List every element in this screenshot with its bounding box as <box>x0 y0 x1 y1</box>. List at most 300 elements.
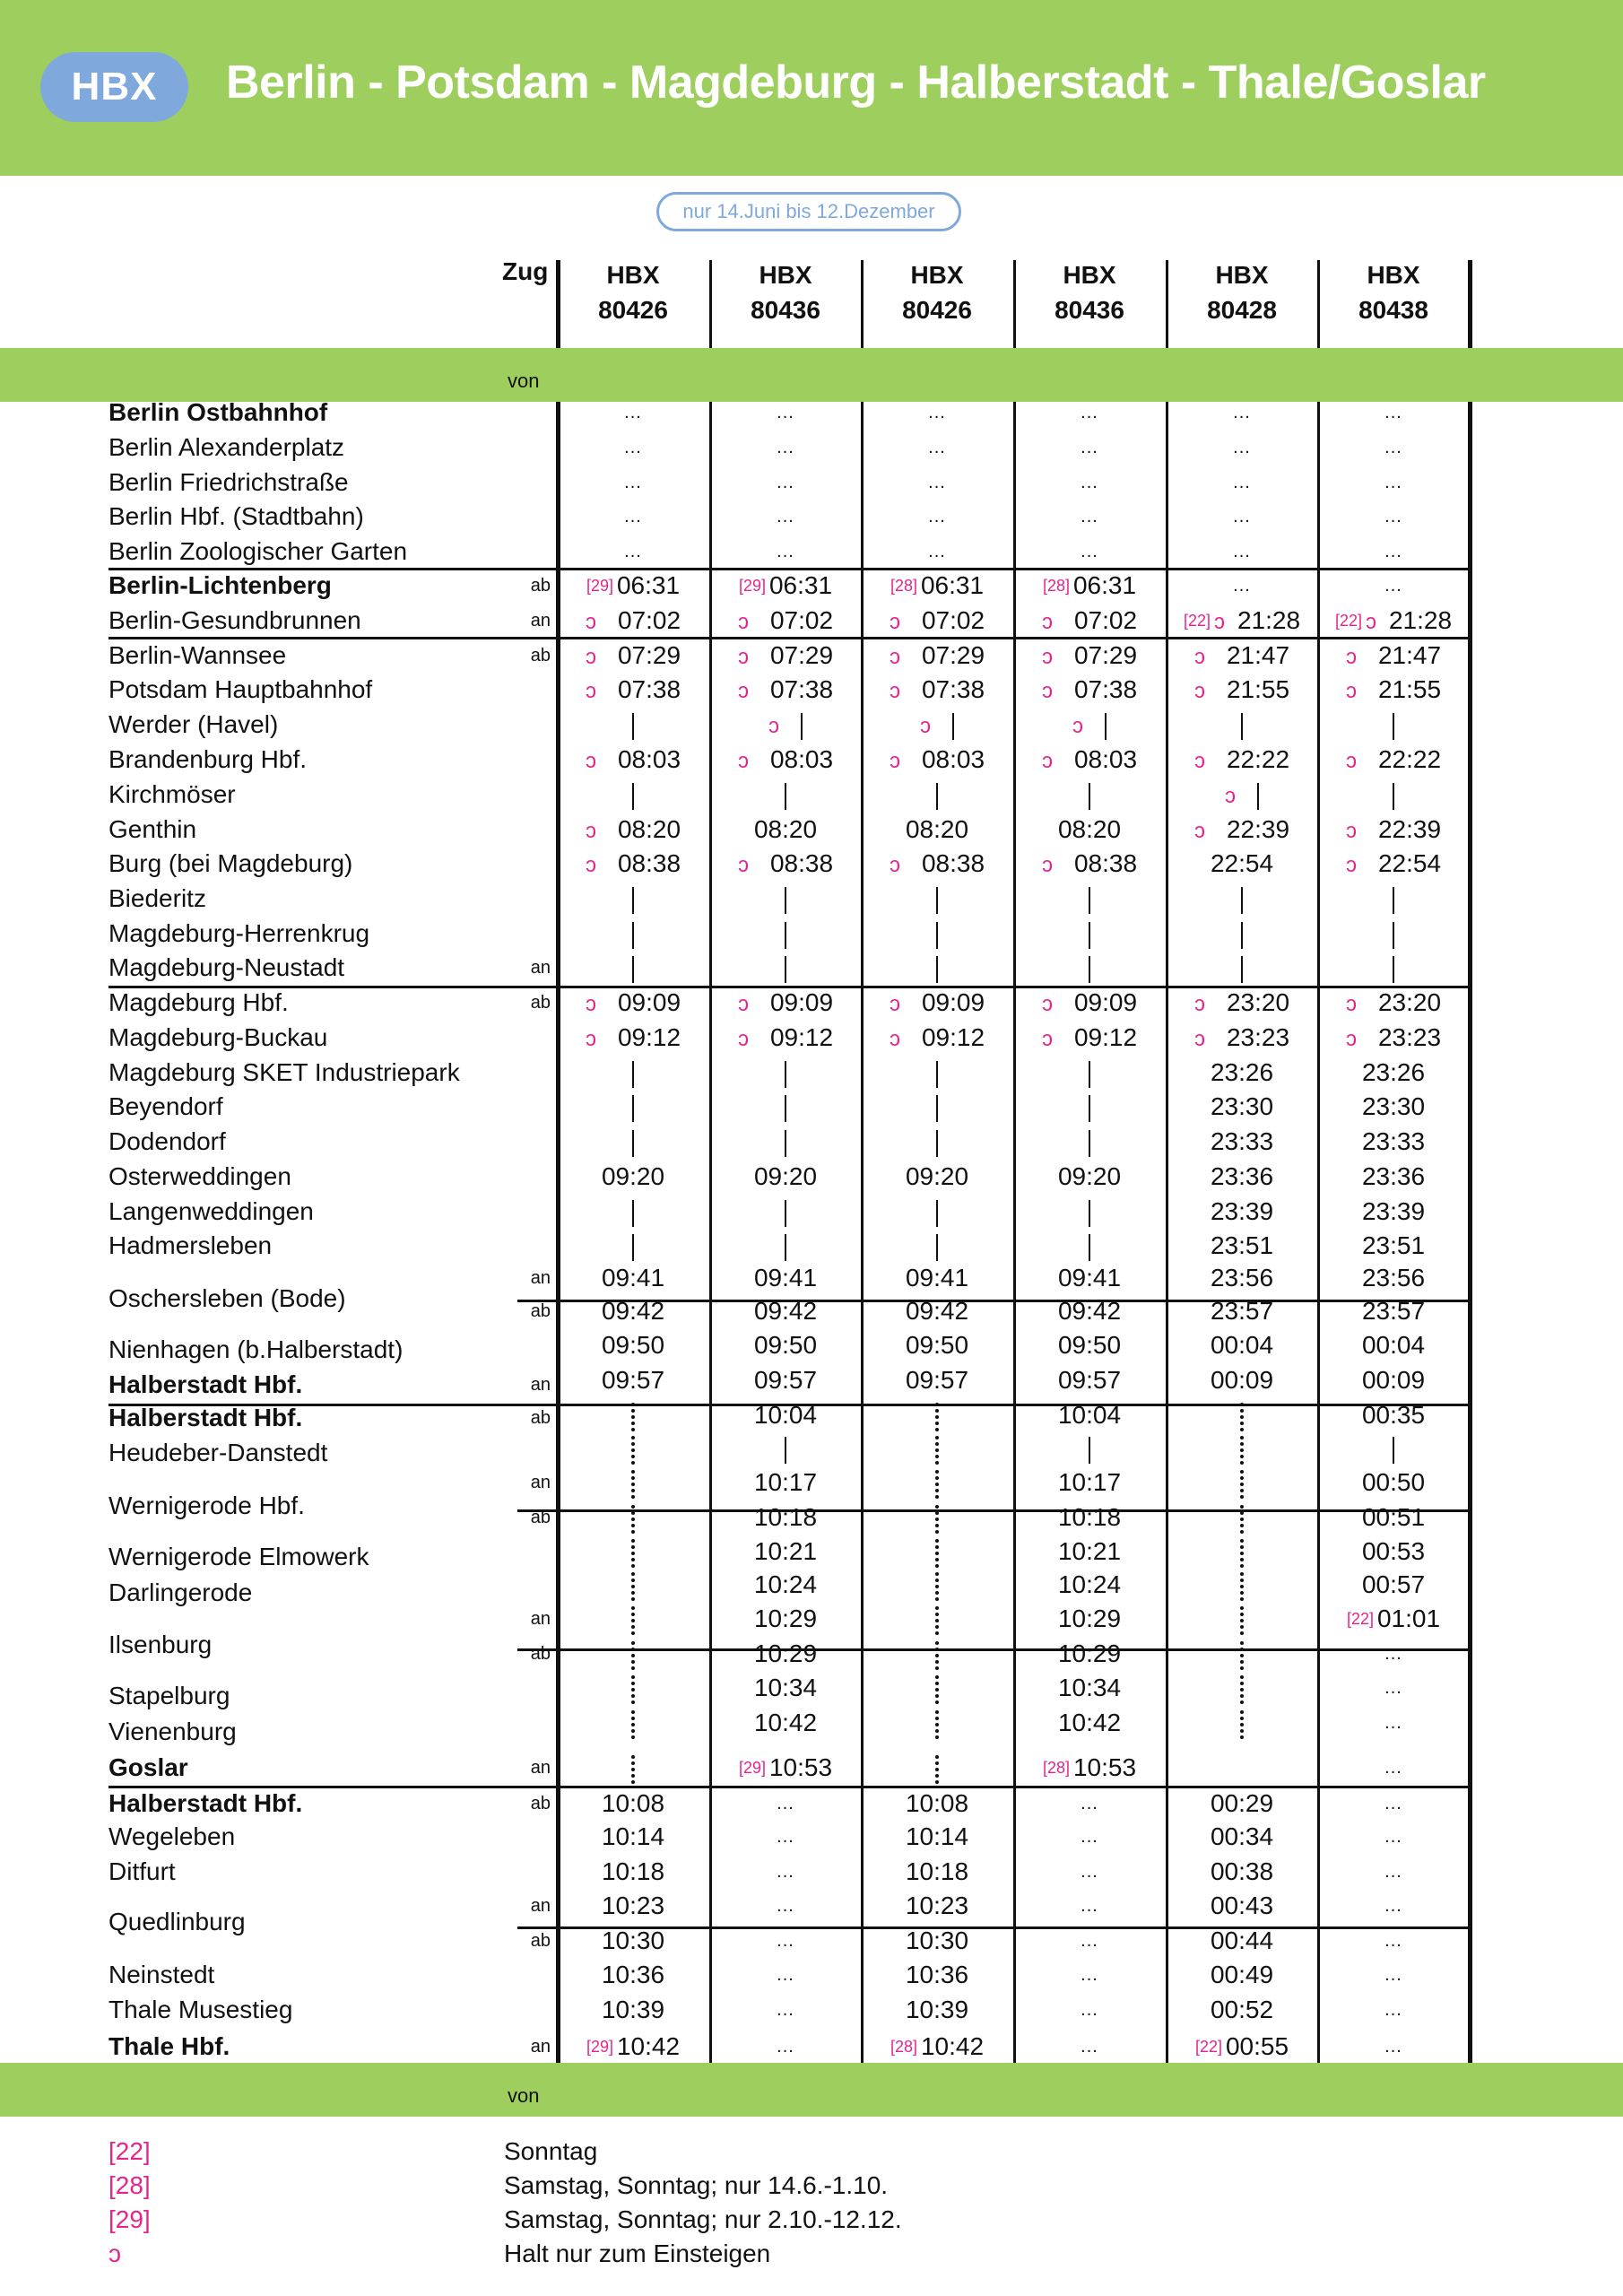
time-cell <box>862 744 1012 777</box>
time-cell <box>558 2031 708 2062</box>
zug-label: Zug <box>502 257 549 285</box>
time-value: 22:39 <box>1377 815 1442 843</box>
time-cell: ... <box>777 2000 794 2020</box>
train-column-header <box>1014 257 1165 327</box>
not-running-dotted-line <box>935 1572 939 1601</box>
time-value: 07:38 <box>1073 675 1138 703</box>
time-value: 10:18 <box>753 1503 818 1531</box>
time-cell: ... <box>777 403 794 422</box>
time-value: 09:50 <box>905 1331 969 1359</box>
pass-through-line <box>1089 1200 1090 1227</box>
time-value: 09:57 <box>1057 1366 1122 1394</box>
time-cell <box>1318 1604 1469 1634</box>
station-name: Berlin-Wannsee <box>108 641 287 669</box>
time-value: 07:02 <box>921 606 985 634</box>
time-cell: ... <box>1384 507 1402 526</box>
boarding-only-icon: ɔ <box>1072 714 1083 738</box>
station-name: Halberstadt Hbf. <box>108 1789 303 1817</box>
time-value: 09:57 <box>905 1366 969 1394</box>
time-cell <box>862 1231 1012 1261</box>
boarding-only-icon: ɔ <box>889 992 900 1016</box>
time-cell <box>1014 1536 1165 1567</box>
arrival-departure-mark: ab <box>530 646 551 665</box>
station-name: Berlin-Gesundbrunnen <box>108 606 361 634</box>
not-running-dotted-line <box>631 1675 635 1704</box>
time-cell <box>862 814 1012 845</box>
column-divider <box>1317 260 1320 348</box>
time-cell <box>710 1639 861 1669</box>
time-value: 07:29 <box>1073 641 1138 669</box>
station-name: Halberstadt Hbf. <box>108 1404 303 1431</box>
time-cell <box>710 570 861 601</box>
boarding-only-icon: ɔ <box>585 853 596 877</box>
boarding-only-icon: ɔ <box>737 645 749 669</box>
time-cell <box>710 1161 861 1192</box>
time-cell <box>862 1788 1012 1819</box>
time-value: 10:24 <box>1057 1570 1122 1598</box>
time-value: 07:38 <box>617 675 681 703</box>
footnote-ref: [22] <box>1194 2038 1222 2056</box>
not-running-dotted-line <box>631 1641 635 1670</box>
time-cell <box>1167 1570 1317 1601</box>
time-cell: ... <box>1384 1862 1402 1882</box>
arrival-departure-mark: ab <box>530 1931 551 1951</box>
time-cell <box>862 709 1012 742</box>
time-value: 09:41 <box>905 1264 969 1292</box>
boarding-only-icon: ɔ <box>1193 1027 1205 1051</box>
time-value: 10:30 <box>905 1926 969 1954</box>
time-cell <box>1014 883 1165 914</box>
pass-through-line <box>785 956 786 983</box>
time-cell: ... <box>1233 473 1251 492</box>
time-cell <box>710 1604 861 1634</box>
train-column-header <box>1318 257 1469 327</box>
time-cell: ... <box>1081 1896 1098 1916</box>
time-cell <box>1167 1960 1317 1990</box>
time-cell <box>710 918 861 949</box>
not-running-dotted-line <box>1240 1675 1244 1704</box>
legend-text: Samstag, Sonntag; nur 2.10.-12.12. <box>504 2205 902 2233</box>
boarding-only-icon: ɔ <box>1213 610 1225 634</box>
time-value: 21:28 <box>1237 606 1301 634</box>
time-value: 09:12 <box>921 1023 985 1051</box>
arrival-departure-mark: an <box>530 1473 551 1492</box>
time-cell: ... <box>624 473 642 492</box>
pass-through-line <box>785 887 786 914</box>
time-cell <box>1167 1263 1317 1293</box>
time-value: 10:29 <box>753 1639 818 1667</box>
time-value: 10:29 <box>1057 1605 1122 1632</box>
time-value: 00:52 <box>1210 1996 1274 2023</box>
validity-pill: nur 14.Juni bis 12.Dezember <box>656 192 961 231</box>
time-value: 08:03 <box>617 745 681 773</box>
time-cell: ... <box>777 542 794 561</box>
time-value: 10:23 <box>905 1892 969 1919</box>
time-cell <box>558 1926 708 1956</box>
legend-text: Halt nur zum Einsteigen <box>504 2239 771 2267</box>
time-cell <box>558 1502 708 1534</box>
time-cell <box>558 1708 708 1739</box>
pass-through-line <box>1393 1437 1394 1464</box>
time-cell <box>862 1536 1012 1568</box>
not-running-dotted-line <box>935 1675 939 1704</box>
time-value: 00:04 <box>1210 1331 1274 1359</box>
time-value: 08:03 <box>1073 745 1138 773</box>
time-cell: ... <box>624 438 642 457</box>
time-cell: ... <box>1081 403 1098 422</box>
time-cell <box>710 640 861 673</box>
pass-through-line <box>1393 956 1394 983</box>
time-value: 10:23 <box>601 1892 665 1919</box>
time-cell <box>862 1891 1012 1921</box>
time-cell <box>1014 1296 1165 1326</box>
boarding-only-icon: ɔ <box>1345 749 1357 773</box>
time-value: 00:29 <box>1210 1789 1274 1817</box>
column-divider <box>1166 260 1168 348</box>
pass-through-line <box>785 1234 786 1261</box>
time-cell <box>862 570 1012 601</box>
time-cell <box>1318 605 1469 638</box>
pass-through-line <box>1241 713 1243 740</box>
time-cell <box>1167 1604 1317 1635</box>
boarding-only-icon: ɔ <box>889 610 900 634</box>
time-value: 06:31 <box>768 571 833 599</box>
time-cell <box>862 2031 1012 2062</box>
time-value: 09:09 <box>617 988 681 1016</box>
pass-through-line <box>632 1130 634 1157</box>
time-value: 10:39 <box>601 1996 665 2023</box>
boarding-only-icon: ɔ <box>1041 992 1053 1016</box>
time-cell: ... <box>1384 1965 1402 1985</box>
not-running-dotted-line <box>935 1403 939 1431</box>
time-cell: ... <box>1233 403 1251 422</box>
time-value: 08:03 <box>769 745 834 773</box>
footnote-ref: [22] <box>1183 612 1211 630</box>
boarding-only-icon: ɔ <box>737 749 749 773</box>
legend-key: [22] <box>108 2137 151 2165</box>
not-running-dotted-line <box>631 1436 635 1465</box>
time-cell: ... <box>1233 507 1251 526</box>
time-value: 07:38 <box>921 675 985 703</box>
time-cell <box>1167 709 1317 740</box>
time-cell <box>1014 709 1165 742</box>
time-cell <box>862 674 1012 707</box>
time-value: 10:42 <box>616 2032 681 2060</box>
station-name: Potsdam Hauptbahnhof <box>108 675 373 703</box>
time-cell <box>1318 1022 1469 1055</box>
time-value: 00:51 <box>1361 1503 1426 1531</box>
time-value: 09:12 <box>769 1023 834 1051</box>
boarding-only-icon: ɔ <box>1193 749 1205 773</box>
time-cell <box>558 744 708 777</box>
arrival-departure-mark: ab <box>530 1508 551 1527</box>
time-cell: ... <box>1081 507 1098 526</box>
time-value: 10:29 <box>753 1605 818 1632</box>
station-name: Thale Musestieg <box>108 1996 293 2023</box>
legend-text: Sonntag <box>504 2137 598 2165</box>
footnote-ref: [22] <box>1334 612 1362 630</box>
time-value: 08:38 <box>1073 849 1138 877</box>
time-value: 00:35 <box>1361 1401 1426 1429</box>
time-cell <box>1318 1057 1469 1088</box>
train-column-header <box>1167 257 1317 327</box>
time-value: 10:17 <box>1057 1468 1122 1496</box>
pass-through-line <box>1241 887 1243 914</box>
time-cell <box>1318 1400 1469 1431</box>
time-cell <box>862 1639 1012 1670</box>
time-cell <box>1014 952 1165 983</box>
time-value: 10:53 <box>768 1753 833 1781</box>
time-value: 09:09 <box>1073 988 1138 1016</box>
time-cell <box>862 1296 1012 1326</box>
time-value: 10:08 <box>601 1789 665 1817</box>
time-value: 10:14 <box>905 1822 969 1850</box>
footnote-ref: [28] <box>1042 577 1070 595</box>
time-cell <box>1167 848 1317 879</box>
boarding-only-icon: ɔ <box>889 749 900 773</box>
time-cell <box>558 1788 708 1819</box>
time-value: 10:18 <box>905 1857 969 1885</box>
time-cell <box>1014 1091 1165 1122</box>
time-cell: ... <box>1081 2000 1098 2020</box>
time-cell <box>710 1502 861 1533</box>
time-value: 10:08 <box>905 1789 969 1817</box>
time-cell: ... <box>1233 576 1251 596</box>
time-cell <box>862 987 1012 1020</box>
time-cell <box>1167 1536 1317 1568</box>
column-divider <box>861 260 864 348</box>
time-value: 10:42 <box>920 2032 985 2060</box>
time-value: 07:29 <box>921 641 985 669</box>
time-cell <box>558 1960 708 1990</box>
time-cell: ... <box>777 1965 794 1985</box>
time-cell <box>710 1057 861 1088</box>
time-cell <box>1167 779 1317 812</box>
boarding-only-icon: ɔ <box>1345 819 1357 843</box>
time-cell: ... <box>1384 1678 1402 1698</box>
time-cell <box>1014 1570 1165 1600</box>
time-cell: ... <box>777 1896 794 1916</box>
time-value: 09:41 <box>1057 1264 1122 1292</box>
time-cell <box>1167 883 1317 914</box>
time-cell: ... <box>777 1931 794 1951</box>
pass-through-line <box>632 1095 634 1122</box>
time-value: 10:17 <box>753 1468 818 1496</box>
not-running-dotted-line <box>631 1470 635 1499</box>
time-cell: ... <box>1384 2037 1402 2057</box>
time-cell <box>558 1857 708 1887</box>
time-cell <box>558 605 708 638</box>
time-cell <box>862 1161 1012 1192</box>
time-cell <box>1014 674 1165 707</box>
time-value: 09:50 <box>753 1331 818 1359</box>
time-cell <box>1167 918 1317 949</box>
time-cell <box>1167 987 1317 1020</box>
arrival-departure-mark: ab <box>530 1794 551 1813</box>
pass-through-line <box>785 1061 786 1088</box>
time-value: 21:28 <box>1388 606 1453 634</box>
boarding-only-icon: ɔ <box>737 679 749 703</box>
arrival-departure-mark: ab <box>530 993 551 1013</box>
time-value: 08:20 <box>753 815 818 843</box>
time-value: 00:43 <box>1210 1892 1274 1919</box>
time-cell <box>1318 1467 1469 1498</box>
not-running-dotted-line <box>1240 1641 1244 1670</box>
not-running-dotted-line <box>935 1606 939 1635</box>
time-cell <box>862 1673 1012 1704</box>
time-cell <box>862 1708 1012 1739</box>
station-name: Berlin Alexanderplatz <box>108 433 345 461</box>
time-cell <box>1167 1857 1317 1887</box>
boarding-only-icon: ɔ <box>889 1027 900 1051</box>
time-value: 10:39 <box>905 1996 969 2023</box>
time-cell <box>862 1091 1012 1122</box>
time-cell: ... <box>928 473 946 492</box>
pass-through-line <box>1089 1061 1090 1088</box>
time-cell <box>862 1365 1012 1396</box>
train-type: HBX <box>1215 261 1269 289</box>
time-cell <box>558 1995 708 2025</box>
time-value: 09:09 <box>769 988 834 1016</box>
time-cell <box>1014 1502 1165 1533</box>
time-cell <box>558 709 708 740</box>
legend-key: [28] <box>108 2171 151 2199</box>
time-value: 09:20 <box>601 1162 665 1190</box>
time-value: 23:57 <box>1210 1297 1274 1325</box>
time-cell: ... <box>1384 403 1402 422</box>
time-value: 00:04 <box>1361 1331 1426 1359</box>
time-cell <box>710 987 861 1020</box>
time-value: 01:01 <box>1376 1605 1441 1632</box>
time-cell <box>1167 1822 1317 1852</box>
time-value: 00:53 <box>1361 1537 1426 1565</box>
footnote-ref: [22] <box>1346 1610 1374 1628</box>
boarding-only-icon: ɔ <box>889 853 900 877</box>
train-number: 80436 <box>751 296 820 324</box>
time-value: 23:36 <box>1210 1162 1274 1190</box>
pass-through-line <box>632 922 634 949</box>
time-value: 23:51 <box>1361 1231 1426 1259</box>
boarding-only-icon: ɔ <box>737 610 749 634</box>
train-type: HBX <box>1063 261 1116 289</box>
pass-through-line <box>936 783 938 810</box>
time-cell <box>1014 1196 1165 1227</box>
time-cell <box>862 952 1012 983</box>
time-cell: ... <box>928 403 946 422</box>
time-cell <box>710 605 861 638</box>
time-cell <box>1167 1400 1317 1431</box>
train-type: HBX <box>759 261 812 289</box>
time-cell <box>1167 1891 1317 1921</box>
boarding-only-icon: ɔ <box>1193 819 1205 843</box>
pass-through-line <box>936 1234 938 1261</box>
time-cell <box>710 1673 861 1703</box>
time-cell <box>710 1467 861 1498</box>
boarding-only-icon: ɔ <box>585 679 596 703</box>
time-cell <box>710 1536 861 1567</box>
station-name: Langenweddingen <box>108 1197 314 1225</box>
time-cell <box>1167 1708 1317 1739</box>
time-cell <box>862 1926 1012 1956</box>
time-cell: ... <box>1081 1931 1098 1951</box>
time-cell: ... <box>624 403 642 422</box>
station-name: Berlin Friedrichstraße <box>108 468 349 496</box>
time-cell <box>1014 1126 1165 1157</box>
time-value: 23:26 <box>1210 1058 1274 1086</box>
pass-through-line <box>632 956 634 983</box>
time-cell: ... <box>1081 1794 1098 1813</box>
time-cell: ... <box>1384 473 1402 492</box>
time-cell: ... <box>1384 542 1402 561</box>
arrival-departure-mark: an <box>530 958 551 978</box>
time-cell <box>1318 883 1469 914</box>
time-value: 09:20 <box>905 1162 969 1190</box>
boarding-only-icon: ɔ <box>1365 610 1376 634</box>
station-name: Stapelburg <box>108 1682 230 1709</box>
time-value: 09:20 <box>753 1162 818 1190</box>
von-label: von <box>508 2084 540 2107</box>
time-value: 10:21 <box>753 1537 818 1565</box>
station-name: Quedlinburg <box>108 1908 246 1935</box>
time-cell <box>1167 1057 1317 1088</box>
pass-through-line <box>1089 1130 1090 1157</box>
pass-through-line <box>785 1437 786 1464</box>
pass-through-line <box>1089 783 1090 810</box>
time-cell: ... <box>1081 1827 1098 1847</box>
time-cell <box>1167 1161 1317 1192</box>
time-cell <box>558 918 708 949</box>
pass-through-line <box>936 956 938 983</box>
pass-through-line <box>1089 956 1090 983</box>
time-value: 00:49 <box>1210 1961 1274 1988</box>
train-type: HBX <box>1367 261 1420 289</box>
time-cell: ... <box>1384 1794 1402 1813</box>
time-cell <box>558 848 708 881</box>
time-cell <box>558 1752 708 1784</box>
time-cell <box>558 1196 708 1227</box>
station-name: Kirchmöser <box>108 780 236 808</box>
time-value: 10:53 <box>1072 1753 1137 1781</box>
time-value: 00:50 <box>1361 1468 1426 1496</box>
time-cell <box>710 744 861 777</box>
pass-through-line <box>632 1200 634 1227</box>
time-cell <box>862 1400 1012 1431</box>
von-label: von <box>508 370 540 392</box>
time-cell: ... <box>777 1862 794 1882</box>
time-cell <box>1014 1433 1165 1464</box>
pass-through-line <box>785 783 786 810</box>
train-number: 80426 <box>598 296 668 324</box>
time-cell <box>862 1433 1012 1465</box>
not-running-dotted-line <box>1240 1505 1244 1534</box>
time-cell <box>558 1091 708 1122</box>
station-name: Magdeburg-Herrenkrug <box>108 919 370 947</box>
time-value: 08:03 <box>921 745 985 773</box>
station-name: Beyendorf <box>108 1092 223 1120</box>
time-cell: ... <box>624 542 642 561</box>
time-cell: ... <box>928 542 946 561</box>
arrival-departure-mark: an <box>530 611 551 631</box>
time-value: 21:47 <box>1226 641 1290 669</box>
time-value: 09:50 <box>1057 1331 1122 1359</box>
time-cell <box>1014 744 1165 777</box>
time-value: 00:57 <box>1361 1570 1426 1598</box>
time-cell <box>862 1126 1012 1157</box>
not-running-dotted-line <box>1240 1606 1244 1635</box>
station-name: Goslar <box>108 1753 188 1781</box>
not-running-dotted-line <box>935 1436 939 1465</box>
boarding-only-icon: ɔ <box>889 645 900 669</box>
